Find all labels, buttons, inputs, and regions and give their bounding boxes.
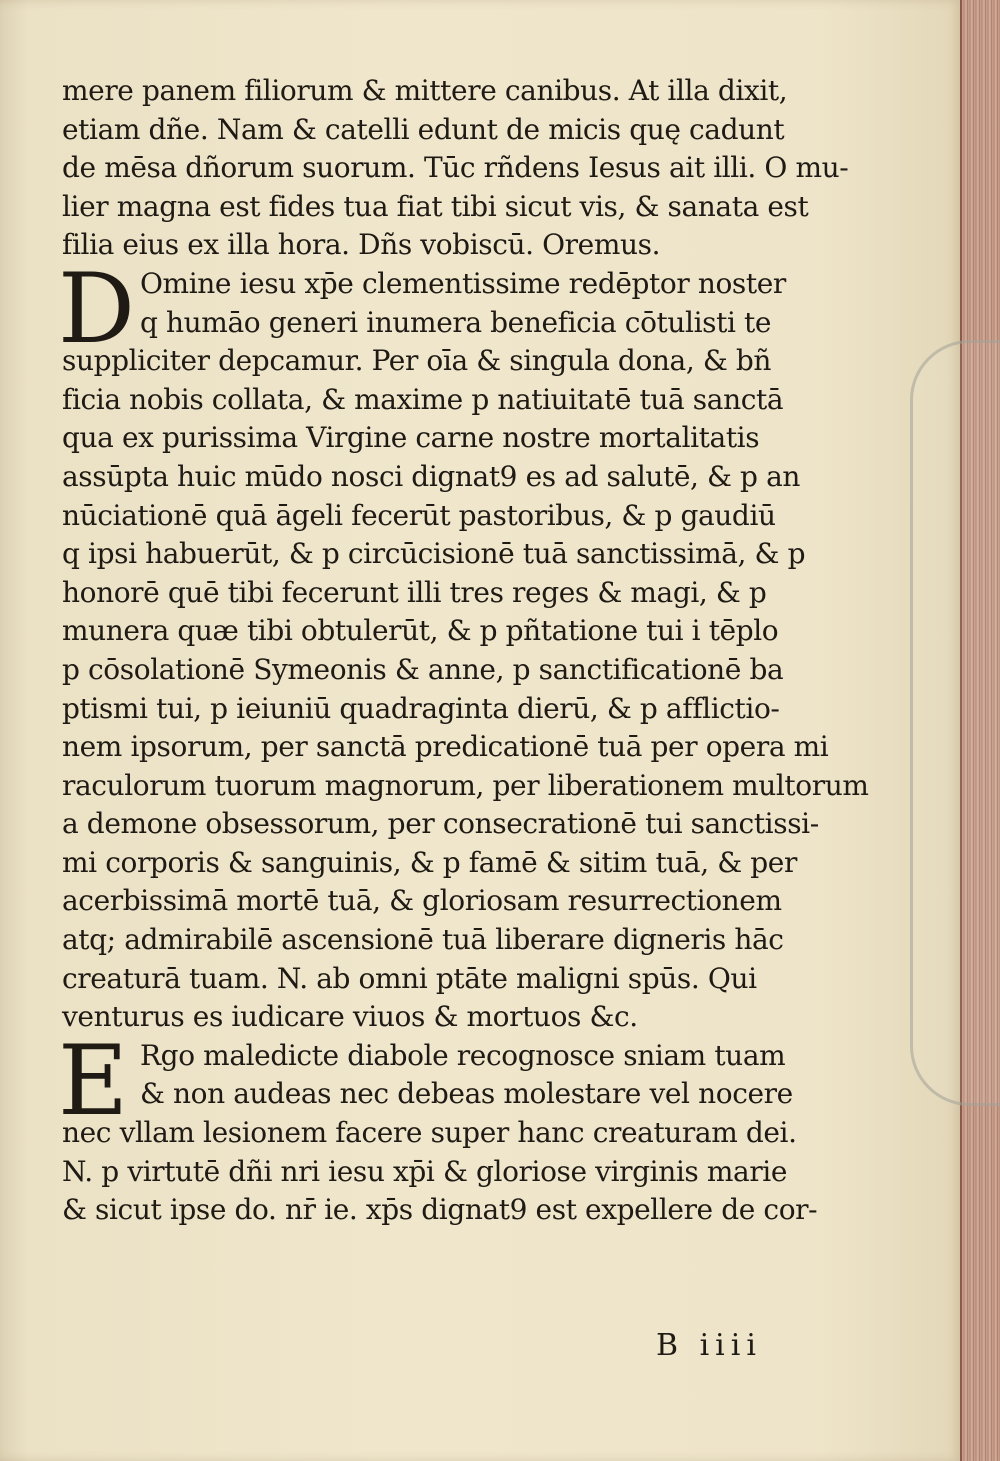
text-line: qua ex purissima Virgine carne nostre mortalitatis xyxy=(62,421,760,455)
text-line: & non audeas nec debeas molestare vel nocere xyxy=(140,1077,793,1111)
drop-cap-e: E xyxy=(58,1024,129,1137)
text-line: assūpta huic mūdo nosci dignat9 es ad salutē, & p an xyxy=(62,459,801,493)
text-line: N. p virtutē dñi nri iesu xp̄i & gloriose virginis marie xyxy=(62,1154,788,1188)
text-line: mere panem filiorum & mittere canibus. At illa dixit, xyxy=(62,74,788,107)
text-line: ptismi tui, p ieiuniū quadraginta dierū, & p afflictio- xyxy=(62,691,780,725)
text-line: lier magna est fides tua fiat tibi sicut vis, & sanata est xyxy=(62,189,809,223)
paragraph-1 xyxy=(62,72,902,265)
text-line: munera quæ tibi obtulerūt, & p pñtatione tui i tēplo xyxy=(62,614,779,648)
text-line: & sicut ipse do. nr̄ ie. xp̄s dignat9 est expellere de cor- xyxy=(62,1193,818,1227)
text-line: p cōsolationē Symeonis & anne, p sanctificationē ba xyxy=(62,652,784,686)
paragraph-2 xyxy=(58,252,902,1037)
text-line: nem ipsorum, per sanctā predicationē tuā per opera mi xyxy=(62,730,829,764)
text-line: de mēsa dñorum suorum. Tūc rñdens Iesus ait illi. O mu- xyxy=(62,151,849,185)
text-line: honorē quē tibi fecerunt illi tres reges & magi, & p xyxy=(62,575,767,609)
text-line: raculorum tuorum magnorum, per liberationem multorum xyxy=(62,768,869,802)
text-line: suppliciter depcamur. Per oīa & singula dona, & bñ xyxy=(62,344,772,378)
text-line: ficia nobis collata, & maxime p natiuitatē tuā sanctā xyxy=(62,382,784,416)
text-line: nec vllam lesionem facere super hanc creaturam dei. xyxy=(62,1116,797,1150)
paragraph-3 xyxy=(58,1024,902,1230)
text-line: filia eius ex illa hora. Dñs vobiscū. Oremus. xyxy=(62,228,661,262)
text-line: a demone obsessorum, per consecrationē tui sanctissi- xyxy=(62,807,819,841)
text-line: q humāo generi inumera beneficia cōtulisti te xyxy=(140,305,772,339)
text-line: atq; admirabilē ascensionē tuā liberare digneris hāc xyxy=(62,923,784,957)
text-block xyxy=(58,72,902,1230)
text-line: Omine iesu xp̄e clementissime redēptor noster xyxy=(140,266,786,300)
text-line: Rgo maledicte diabole recognosce sniam tuam xyxy=(140,1038,786,1072)
text-line: etiam dñe. Nam & catelli edunt de micis quę cadunt xyxy=(62,112,785,146)
text-line: venturus es iudicare viuos & mortuos &c. xyxy=(62,1000,638,1034)
text-line: creaturā tuam. N. ab omni ptāte maligni spūs. Qui xyxy=(62,961,757,995)
text-line: mi corporis & sanguinis, & p famē & sitim tuā, & per xyxy=(62,845,797,879)
drop-cap-d: D xyxy=(58,252,135,365)
text-line: acerbissimā mortē tuā, & gloriosam resurrectionem xyxy=(62,884,782,918)
text-line: nūciationē quā āgeli fecerūt pastoribus, & p gaudiū xyxy=(62,498,776,532)
signature-mark: B iiii xyxy=(656,1328,762,1363)
page-clip xyxy=(910,340,1000,1106)
text-line: q ipsi habuerūt, & p circūcisionē tuā sanctissimā, & p xyxy=(62,537,806,571)
